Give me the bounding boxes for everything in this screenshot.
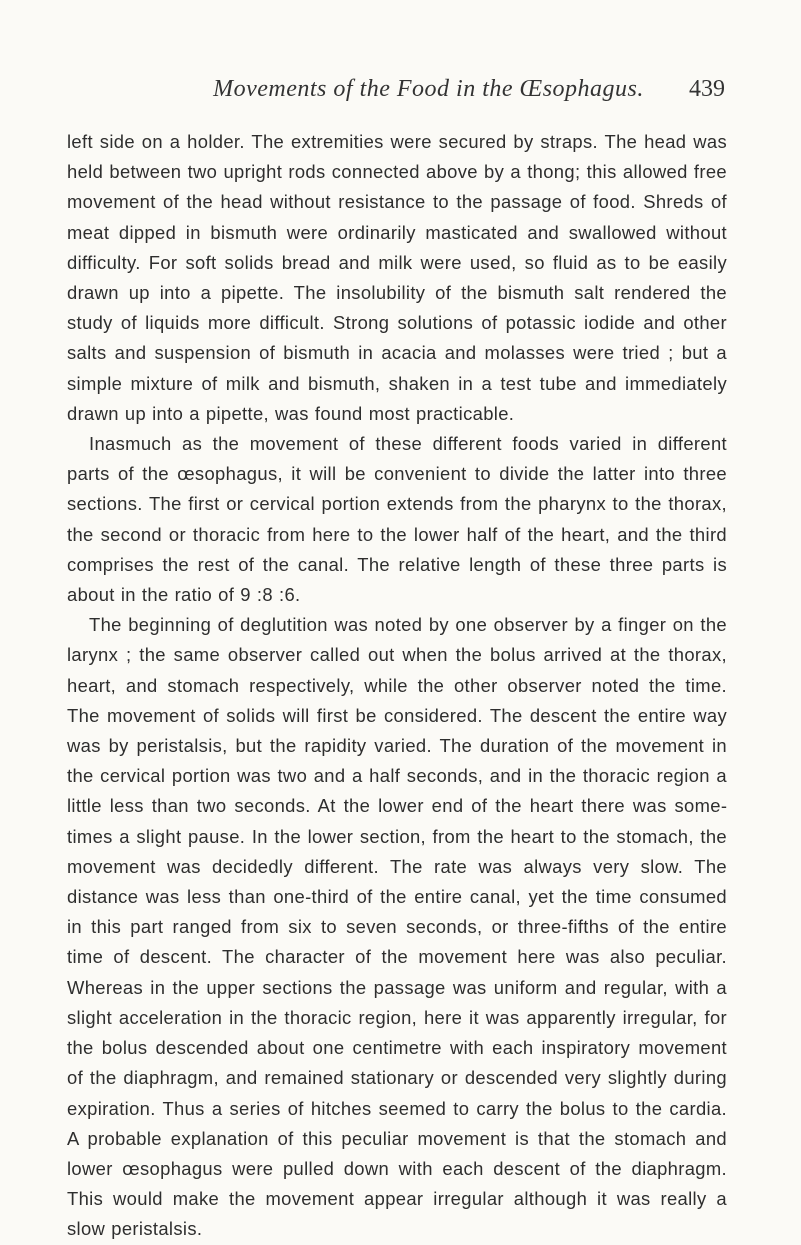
paragraph: Inasmuch as the movement of these different foods varied in different parts of the œsophagus, it will be convenient to divide the latter into three sections. The first or cervical portion extends from the pharynx to the thorax, the second or thoracic from here to the lower half of the heart, and the third comprises the rest of the canal. The relative length of these three parts is about in the ratio of 9 :8 :6. (67, 433, 727, 606)
running-head (186, 76, 725, 110)
body-text (67, 127, 727, 1245)
paragraph: The beginning of deglutition was noted by one observer by a finger on the larynx ; the same observer called out when the bolus arrived at the thorax, heart, and stomach respectively, while the other observer noted the time. The movement of solids will first be considered. The descent the entire way was by peristalsis, but the rapidity varied. The duration of the movement in the cervical portion was two and a half seconds, and in the thoracic region a little less than two seconds. At the lower end of the heart there was sometimes a slight pause. In the lower section, from the heart to the stomach, the movement was decidedly different. The rate was always very slow. The distance was less than one-third of the entire canal, yet the time consumed in this part ranged from six to seven seconds, or three-fifths of the entire time of descent. The character of the movement here was also peculiar. Whereas in the upper sections the passage was uniform and regular, with a slight acceleration in the thoracic region, here it was apparently irregular, for the bolus descended about one centimetre with each inspiratory movement of the diaphragm, and remained stationary or descended very slightly during expiration. Thus a series of hitches seemed to carry the bolus to the cardia. A probable explanation of this peculiar movement is that the stomach and lower œsophagus were pulled down with each descent of the diaphragm. This would make the movement appear irregular although it was really a slow peristalsis. (67, 614, 727, 1240)
page-number: 439 (689, 76, 725, 102)
running-title: Movements of the Food in the Œsophagus. (213, 76, 644, 102)
paragraph: left side on a holder. The extremities were secured by straps. The head was held between two upright rods connected above by a thong; this allowed free movement of the head without resistance to the passage of food. Shreds of meat dipped in bismuth were ordinarily masticated and swallowed without difficulty. For soft solids bread and milk were used, so fluid as to be easily drawn up into a pipette. The insolubility of the bismuth salt rendered the study of liquids more difficult. Strong solutions of potassic iodide and other salts and suspension of bismuth in acacia and molasses were tried ; but a simple mixture of milk and bismuth, shaken in a test tube and immediately drawn up into a pipette, was found most practicable. (67, 131, 727, 424)
